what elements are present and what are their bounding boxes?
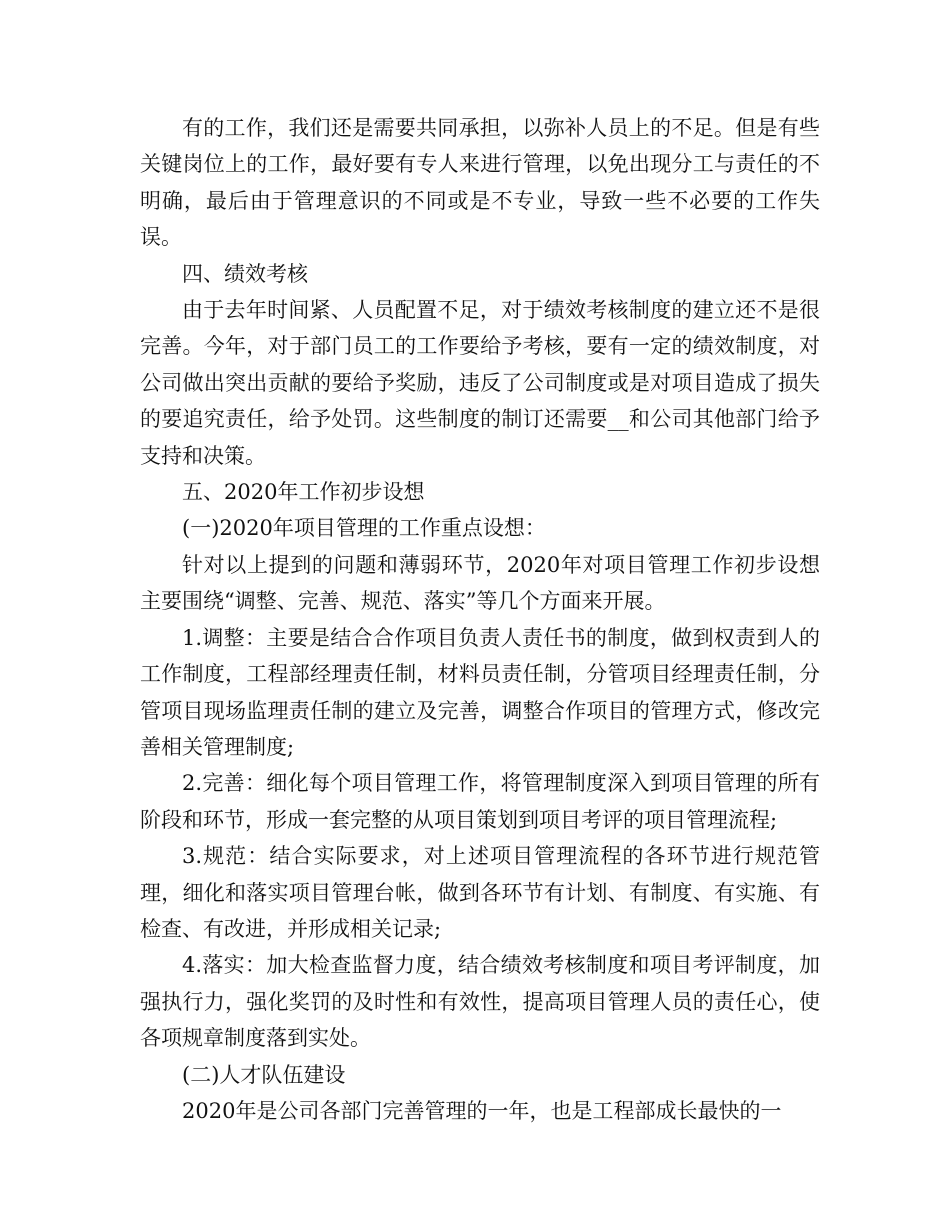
section-heading-performance-review: 四、绩效考核	[182, 261, 308, 286]
list-item-improve: 2.完善：细化每个项目管理工作，将管理制度深入到项目管理的所有阶段和环节，形成一套完整的从项目策划到项目考评的项目管理流程;	[140, 771, 820, 832]
paragraph-performance-review: 由于去年时间紧、人员配置不足，对于绩效考核制度的建立还不是很完善。今年，对于部门员工的工作要给予考核，要有一定的绩效制度，对公司做出突出贡献的要给予奖励，违反了公司制度或是对项目造成了损失的要追究责任，给予处罚。这些制度的制订还需要__和公司其他部门给予支持和决策。	[140, 298, 820, 468]
section-heading-2020-plan: 五、2020年工作初步设想	[182, 480, 425, 505]
subheading-project-management: (一)2020年项目管理的工作重点设想：	[182, 516, 546, 541]
paragraph-talent-team: 2020年是公司各部门完善管理的一年，也是工程部成长最快的一	[182, 1098, 782, 1123]
paragraph-plan-intro: 针对以上提到的问题和薄弱环节，2020年对项目管理工作初步设想主要围绕“调整、完善、规范、落实”等几个方面来开展。	[140, 552, 820, 614]
list-item-standardize: 3.规范：结合实际要求，对上述项目管理流程的各环节进行规范管理，细化和落实项目管理台帐，做到各环节有计划、有制度、有实施、有检查、有改进，并形成相关记录;	[140, 844, 820, 941]
list-item-adjust: 1.调整：主要是结合合作项目负责人责任书的制度，做到权责到人的工作制度，工程部经理责任制，材料员责任制，分管项目经理责任制，分管项目现场监理责任制的建立及完善，调整合作项目的管理方式，修改完善相关管理制度;	[140, 625, 820, 759]
subheading-talent-team: (二)人才队伍建设	[182, 1062, 346, 1087]
document-page	[140, 110, 820, 1129]
paragraph-continuation: 有的工作，我们还是需要共同承担，以弥补人员上的不足。但是有些关键岗位上的工作，最好要有专人来进行管理，以免出现分工与责任的不明确，最后由于管理意识的不同或是不专业，导致一些不必要的工作失误。	[140, 116, 820, 250]
list-item-implement: 4.落实：加大检查监督力度，结合绩效考核制度和项目考评制度，加强执行力，强化奖罚的及时性和有效性，提高项目管理人员的责任心，使各项规章制度落到实处。	[140, 953, 820, 1051]
